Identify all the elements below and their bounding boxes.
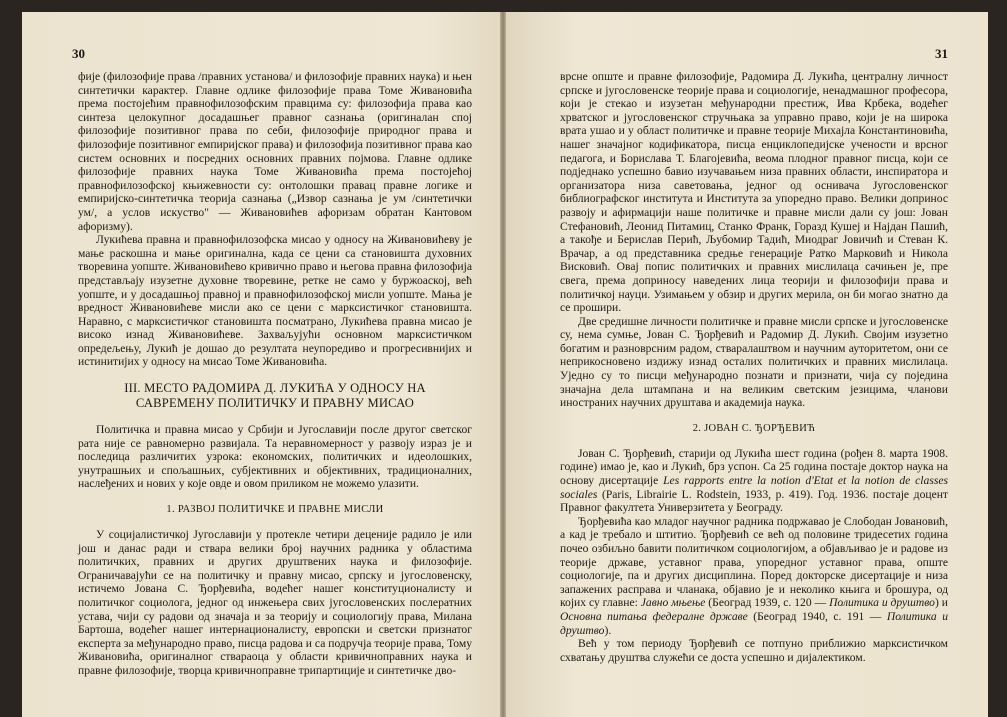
left-page — [22, 12, 500, 717]
text-run: Јован С. Ђорђевић, старији од Лукића шест година (рођен 8. марта 1908. године) имао је, као и Лукић, брз успон. Са 25 година постаје доктор наука на основу дисертације — [560, 446, 948, 488]
page-number-left: 30 — [72, 46, 85, 61]
text-run: (Београд 1940, с. 191 — — [747, 609, 887, 623]
paragraph: Две средишне личности политичке и правне мисли српске и југословенске су, нема сумње, Јован С. Ђорђевић и Радомир Д. Лукић. Својим изузетно богатим и разноврсним радом, стваралаштвом и научним ауторитетом, они се неприкосновено издижу изнад осталих политичких и правних мислилаца. Уједно су то писци међународно познати и признати, чија су поједина значајна дела штампана и на великим светским језицима, чланови иностраних научних друштава и академија наука. — [560, 314, 948, 410]
paragraph: Политичка и правна мисао у Србији и Југославији после другог светског рата није се равномерно развијала. Та неравномерност у развоју израз је и последица различитих узрока: економских, политичких и идеолошких, унутрашњих и спољашњих, субјективних и објективних, традиционалних, наслеђених и нових у које овде и овом приликом не можемо улазити. — [78, 423, 472, 491]
paragraph: У социјалистичкој Југославији у протекле четири деценије радило је или још и данас ради и ствара велики број научних радника у областима политичких, правних и других друштвених наука и филозофије. Ограничавајући се на политичку и правну мисао, српску и југословенску, истичемо Јована С. Ђорђевића, водећег нашег конституционалисту и политичког социолога, једног од инжењера свих југословенских послератних устава, чији су радови од значаја и за теорију и социологију права, Милана Бартоша, водећег нашег интернационалисту, европски и светски признатог експерта за међународно право, писца радова и са подручја теорије права, Тому Живановића, оригиналног ствараоца у области кривичноправних наука и правне филозофије, творца кривичноправне трипартиције и синтетичке дво- — [78, 528, 472, 677]
book-title: Основна питања федералне државе — [560, 609, 748, 623]
paragraph — [560, 515, 948, 637]
paragraph: Већ у том периоду Ђорђевић се потпуно приближио марксистичком схватању друштва служећи се доста успешно и дијалектиком. — [560, 637, 948, 664]
text-run: ) и — [934, 596, 948, 610]
page-number-right: 31 — [935, 46, 948, 61]
text-run: Ђорђевића као младог научног радника подржавао је Слободан Јовановић, а кад је требало и штитио. Ђорђевић се већ од половине тридесетих година почео озбиљно бавити политичком социологијом, а објављивао је и радове из теорије државе, уставног права, упоредног уставног права, опште социологије, па и других дисциплина. Поред докторске дисертације и низа запажених расправа и чланака, објавио је и неколико књига и брошура, од којих су главне: — [560, 514, 948, 610]
right-page — [506, 12, 988, 717]
book-title: Јавно мњење — [640, 596, 706, 610]
paragraph: врсне опште и правне филозофије, Радомира Д. Лукића, централну личност српске и југословенске теорије права и социологије, ненадмашног професора, који је стекао и изузетан међународни престиж, Ива Крбека, водећег хрватског и југословенског стручњака за управно право, који је на широка врата ушао и у област политичке и правне теорије Михајла Константиновића, нашег значајног кодификатора, писца енциклопедијске учености и врсног педагога, и Борислава Т. Благојевића, веома плодног правног писца, који се подједнако успешно бавио изучавањем низа правних области, инспиратора и организатора низа саветовања, једног од оснивача Југословенског библиографског института и Института за упоредно право. Велики допринос развоју и афирмацији наше политичке и правне мисли дали су још: Јован Стефановић, Леонид Питамиц, Станко Франк, Горазд Кушеј и Најдан Пашић, а такође и Берислав Перић, Љубомир Тадић, Миодраг Јовичић и Стеван К. Врачар, а од представника средње генерације Ратко Марковић и Никола Висковић. Овај попис политичких и правних мислилаца сачињен је, пре свега, према доприносу наведених лица теорији и филозофији права и политичкој науци. Узимањем у обзир и других мерила, он би могао знатно да се прошири. — [560, 70, 948, 315]
paragraph: Лукићева правна и правнофилозофска мисао у односу на Живановићеву је мање раскошна и мање оригинална, када се цени са становишта духовних творевина уопште. Живановићево кривично право и његова правна филозофија представљају изузетне духовне творевине, ретке не само у буржоаској, већ уопште, и у досадашњој правној и правнофилозофској мисли уопште. Мања је вредност Живановићеве мисли ако се цени с марксистичког становишта. Наравно, с марксистичког становишта посматрано, Лукићева правна мисао је високо изнад Живановићеве. Захваљујући основном марксистичком опредељењу, Лукић је дошао до резултата неупоредиво и прогресивнијих и истинитијих у односу на мисао Томе Живановића. — [78, 233, 472, 369]
subsection-heading: 2. ЈОВАН С. ЂОРЂЕВИЋ — [692, 422, 816, 434]
dissertation-title: Les rapports entre la notion d'Etat et la notion de classes sociales — [560, 474, 948, 501]
series-title: Политика и друштво — [560, 609, 948, 637]
text-run: (Београд 1939, с. 120 — — [705, 596, 830, 610]
section-heading: III. МЕСТО РАДОМИРА Д. ЛУКИЋА У ОДНОСУ НА САВРЕМЕНУ ПОЛИТИЧКУ И ПРАВНУ МИСАО — [124, 381, 426, 411]
text-run: (Paris, Librairie L. Rodstein, 1933, p. 419). Год. 1936. постаје доцент Правног факултета Универзитета у Београду. — [560, 487, 948, 515]
series-title: Политика и друштво — [829, 596, 935, 610]
text-run: ). — [604, 623, 612, 637]
paragraph: фије (филозофије права /правних установа/ и филозофије правних наука) и њен синтетички карактер. Главне одлике филозофије права Томе Живановића према постојећим правнофилозофским правцима су: филозофија права као синтеза целокупног досадашњег правног сазнања (оригиналан спој филозофије позитивног права по себи, филозофије природног права и филозофије позитивног емпиријског права) и филозофија позитивног права као систем основних и посредних основних правних појмова. Главне одлике филозофије правних наука Томе Живановића према постојећој правнофилозофској књижевности су: онтолошки правац правне логике и емпиријско-синтетичка теорија сазнања („Извор сазнања је ум /синтетички ум/, а услов искуство" — Живановићев афоризам обратан Кантовом афоризму). — [78, 70, 472, 233]
subsection-heading: 1. РАЗВОЈ ПОЛИТИЧКЕ И ПРАВНЕ МИСЛИ — [166, 504, 384, 516]
paragraph — [560, 447, 948, 515]
